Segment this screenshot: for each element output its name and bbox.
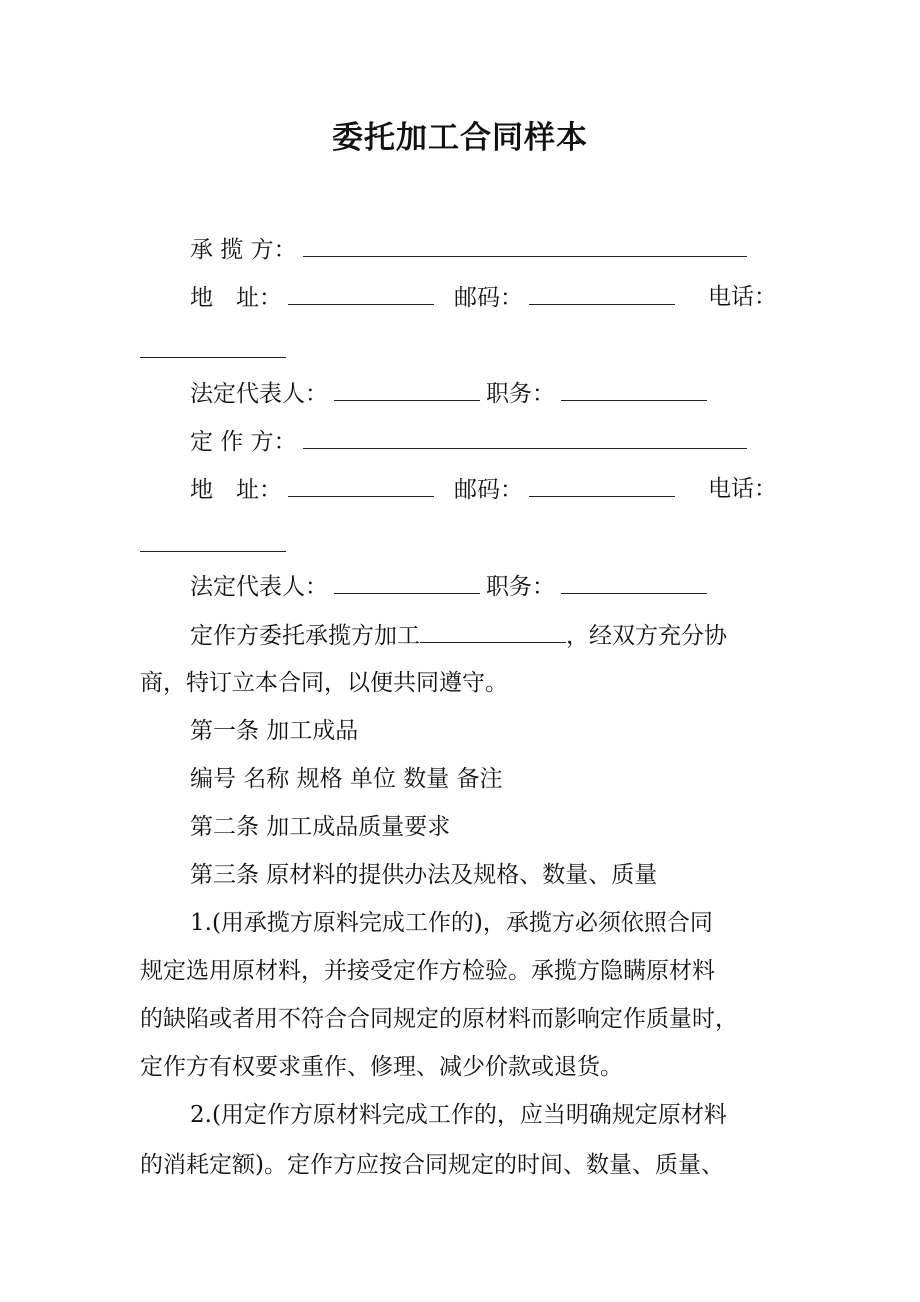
intro-text: 定作方委托承揽方加工	[190, 623, 420, 649]
address-blank	[288, 282, 434, 305]
client-label: 定 作 方：	[190, 429, 297, 455]
article-1: 第一条 加工成品	[190, 718, 359, 744]
contractor-line	[190, 234, 753, 265]
phone-blank	[140, 550, 286, 552]
client-address-line	[190, 474, 681, 505]
postcode-blank	[529, 474, 675, 497]
position-label: 职务：	[486, 574, 555, 600]
address-blank	[288, 474, 434, 497]
contractor-address-line	[190, 282, 681, 313]
para-2-line-2: 的消耗定额)。定作方应按合同规定的时间、数量、质量、	[140, 1152, 724, 1178]
para-2-line-1: 2.(用定作方原材料完成工作的，应当明确规定原材料	[190, 1102, 727, 1128]
article-3: 第三条 原材料的提供办法及规格、数量、质量	[190, 862, 658, 888]
contractor-rep-line	[190, 378, 713, 409]
intro-line-1	[190, 620, 727, 651]
phone-label: 电话：	[708, 476, 777, 502]
client-line	[190, 426, 753, 457]
address-label: 地 址：	[190, 477, 282, 503]
phone-label: 电话：	[708, 284, 777, 310]
para-1-line-2: 规定选用原材料，并接受定作方检验。承揽方隐瞒原材料	[140, 958, 715, 984]
contractor-label: 承 揽 方：	[190, 237, 297, 263]
client-rep-line	[190, 571, 713, 602]
contractor-blank	[303, 234, 747, 257]
legal-rep-label: 法定代表人：	[190, 574, 328, 600]
article-2: 第二条 加工成品质量要求	[190, 814, 451, 840]
intro-text: ，经双方充分协	[566, 623, 727, 649]
para-1-line-4: 定作方有权要求重作、修理、减少价款或退货。	[140, 1054, 623, 1080]
postcode-label: 邮码：	[454, 285, 523, 311]
legal-rep-label: 法定代表人：	[190, 381, 328, 407]
product-blank	[420, 620, 566, 643]
address-label: 地 址：	[190, 285, 282, 311]
para-1-line-3: 的缺陷或者用不符合合同规定的原材料而影响定作质量时，	[140, 1006, 738, 1032]
intro-line-2: 商，特订立本合同，以便共同遵守。	[140, 670, 508, 696]
article-1-columns: 编号 名称 规格 单位 数量 备注	[190, 766, 503, 792]
position-blank	[561, 571, 707, 594]
phone-blank	[140, 356, 286, 358]
page-title: 委托加工合同样本	[332, 120, 588, 156]
client-blank	[303, 426, 747, 449]
postcode-label: 邮码：	[454, 477, 523, 503]
position-label: 职务：	[486, 381, 555, 407]
para-1-line-1: 1.(用承揽方原料完成工作的)，承揽方必须依照合同	[190, 910, 713, 936]
postcode-blank	[529, 282, 675, 305]
legal-rep-blank	[334, 571, 480, 594]
position-blank	[561, 378, 707, 401]
legal-rep-blank	[334, 378, 480, 401]
